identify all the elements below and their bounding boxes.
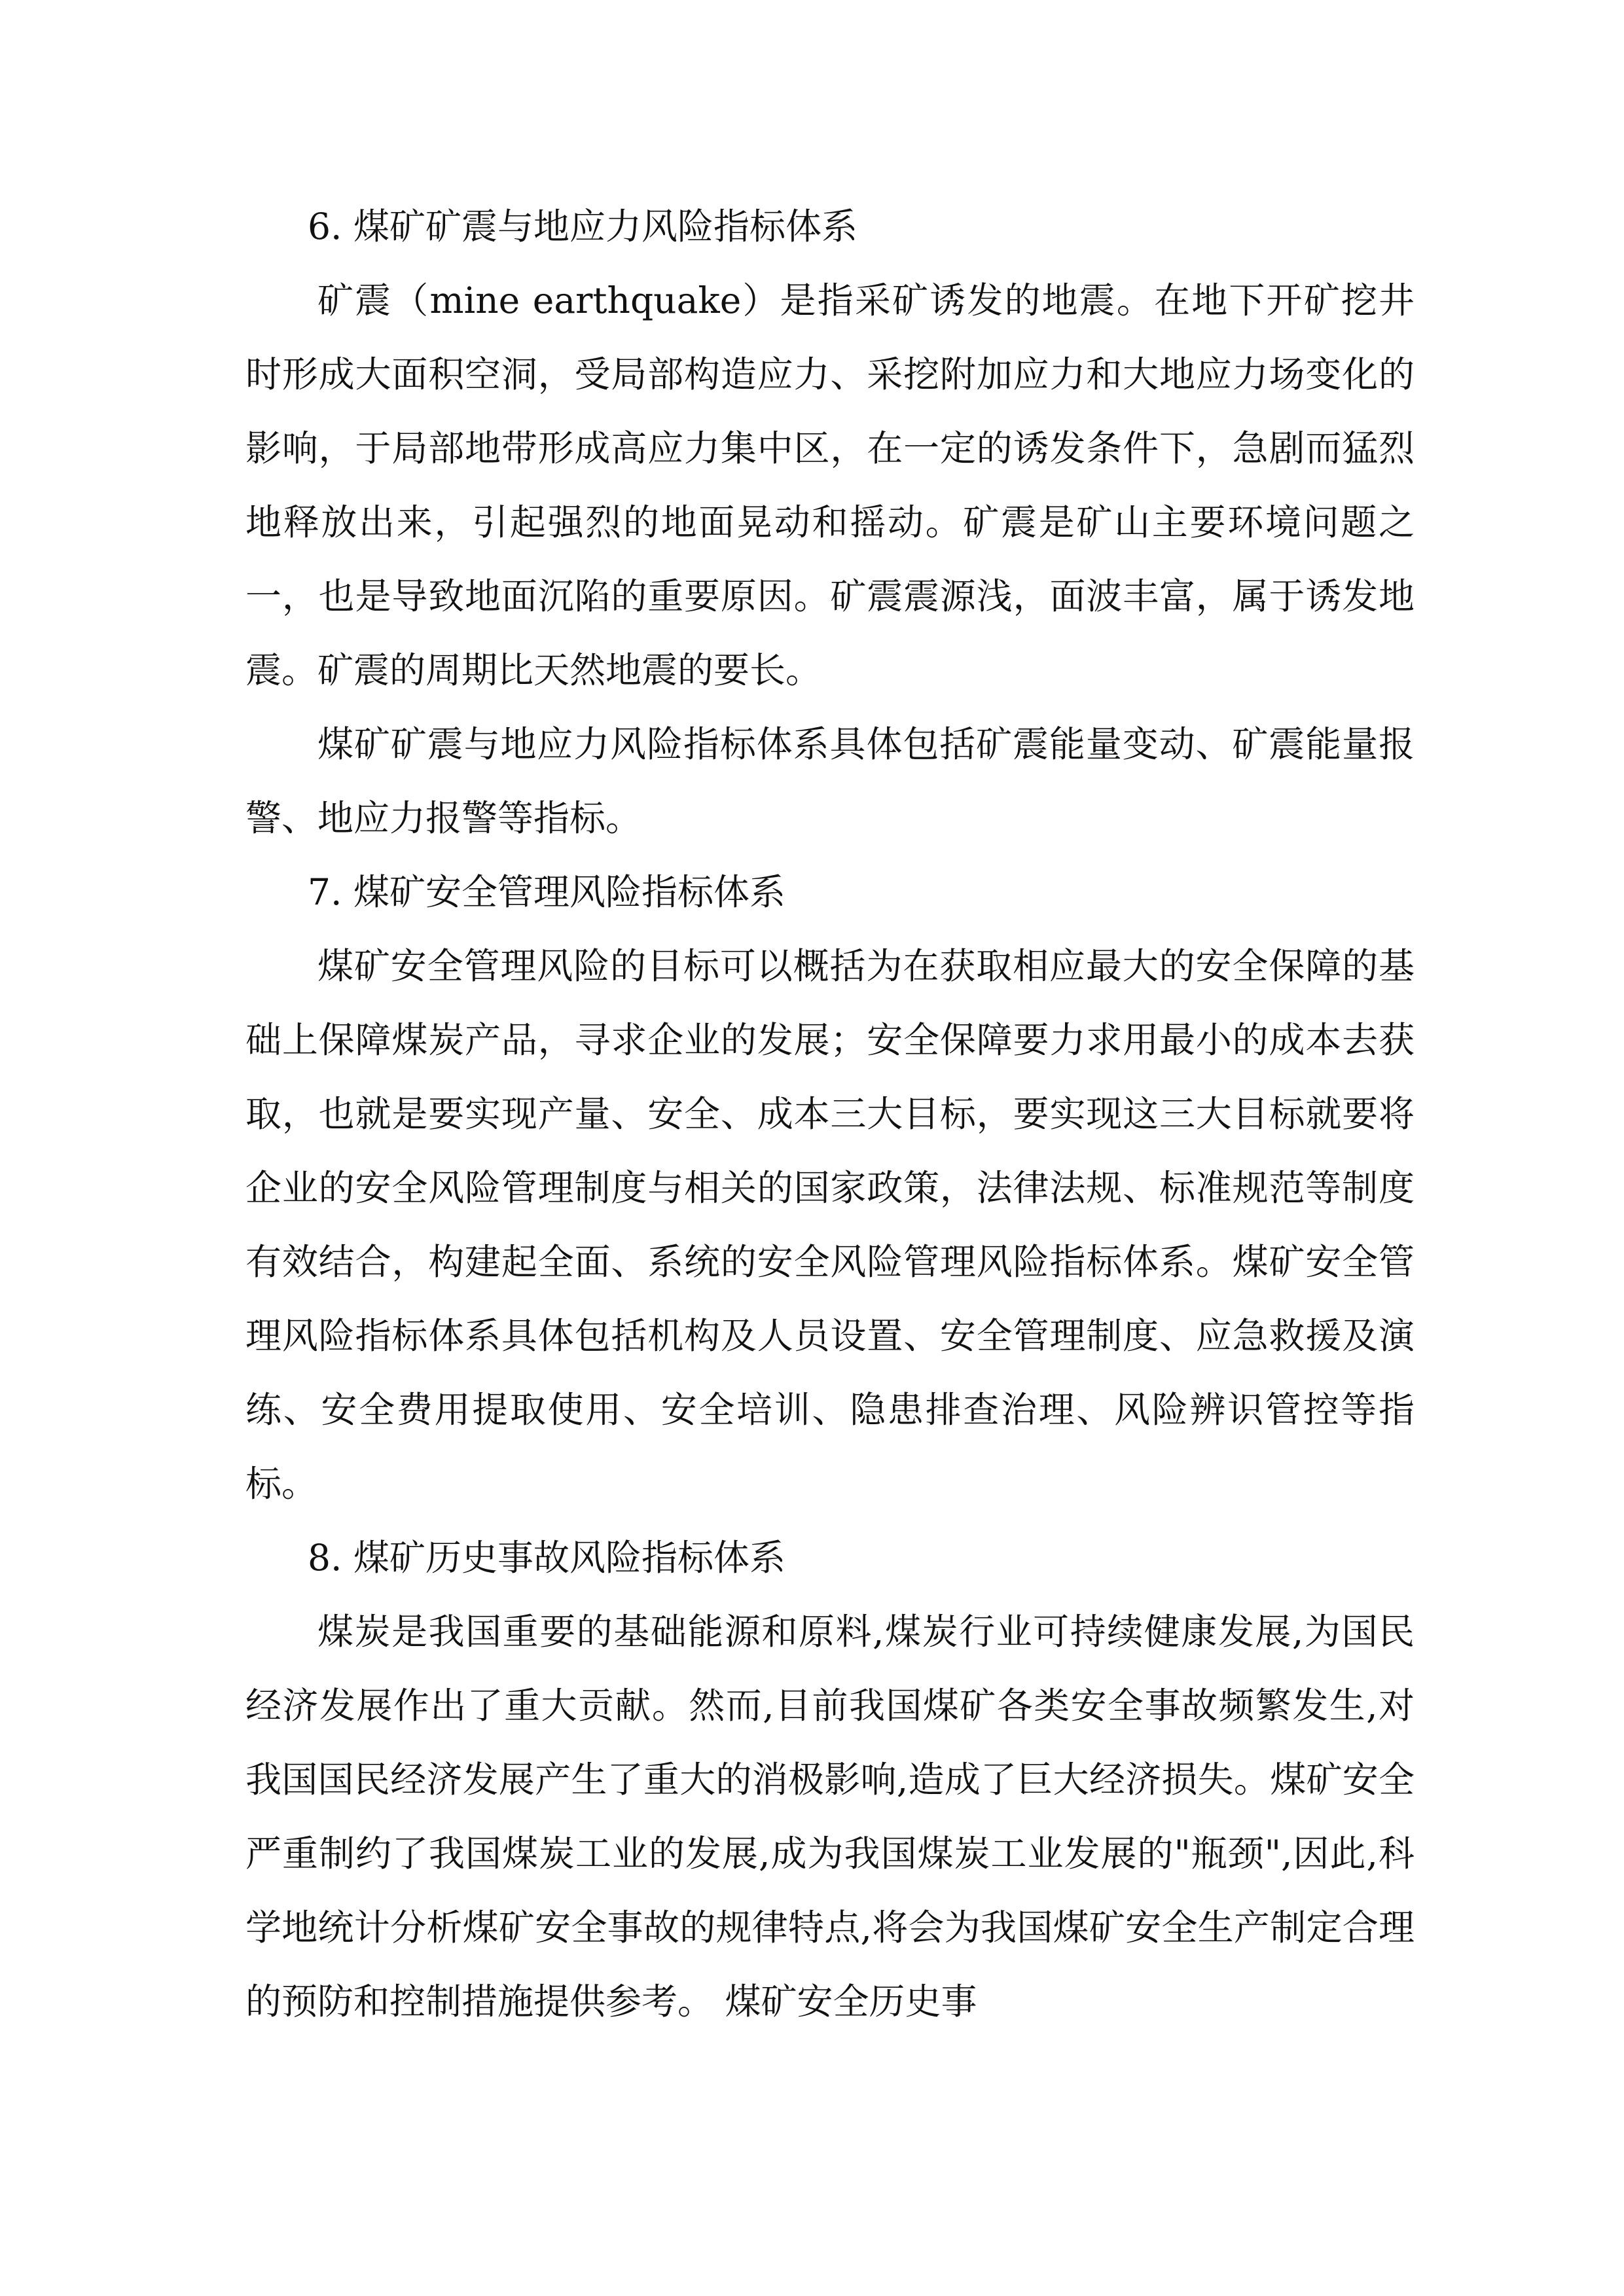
section-heading-8: 8. 煤矿历史事故风险指标体系 [308,1537,785,1579]
paragraph-historical-accidents: 煤炭是我国重要的基础能源和原料,煤炭行业可持续健康发展,为国民经济发展作出了重大贡献。然而,目前我国煤矿各类安全事故频繁发生,对我国国民经济发展产生了重大的消极影响,造成了巨大经济损失。煤矿安全严重制约了我国煤炭工业的发展,成为我国煤炭工业发展的"瓶颈",因此,科学地统计分析煤矿安全事故的规律特点,将会为我国煤矿安全生产制定合理的预防和控制措施提供参考。 煤矿安全历史事 [245,1611,1415,2022]
document-body [245,190,1415,2039]
paragraph-safety-management: 煤矿安全管理风险的目标可以概括为在获取相应最大的安全保障的基础上保障煤炭产品，寻求企业的发展；安全保障要力求用最小的成本去获取，也就是要实现产量、安全、成本三大目标，要实现这三大目标就要将企业的安全风险管理制度与相关的国家政策，法律法规、标准规范等制度有效结合，构建起全面、系统的安全风险管理风险指标体系。煤矿安全管理风险指标体系具体包括机构及人员设置、安全管理制度、应急救援及演练、安全费用提取使用、安全培训、隐患排查治理、风险辨识管控等指标。 [245,945,1415,1505]
section-heading-7: 7. 煤矿安全管理风险指标体系 [308,871,785,913]
section-heading-6: 6. 煤矿矿震与地应力风险指标体系 [308,206,857,247]
paragraph-mine-earthquake-indicators: 煤矿矿震与地应力风险指标体系具体包括矿震能量变动、矿震能量报警、地应力报警等指标。 [245,723,1415,839]
paragraph-mine-earthquake-definition: 矿震（mine earthquake）是指采矿诱发的地震。在地下开矿挖井时形成大面积空洞，受局部构造应力、采挖附加应力和大地应力场变化的影响，于局部地带形成高应力集中区，在一定的诱发条件下，急剧而猛烈地释放出来，引起强烈的地面晃动和摇动。矿震是矿山主要环境问题之一，也是导致地面沉陷的重要原因。矿震震源浅，面波丰富，属于诱发地震。矿震的周期比天然地震的要长。 [245,279,1415,691]
